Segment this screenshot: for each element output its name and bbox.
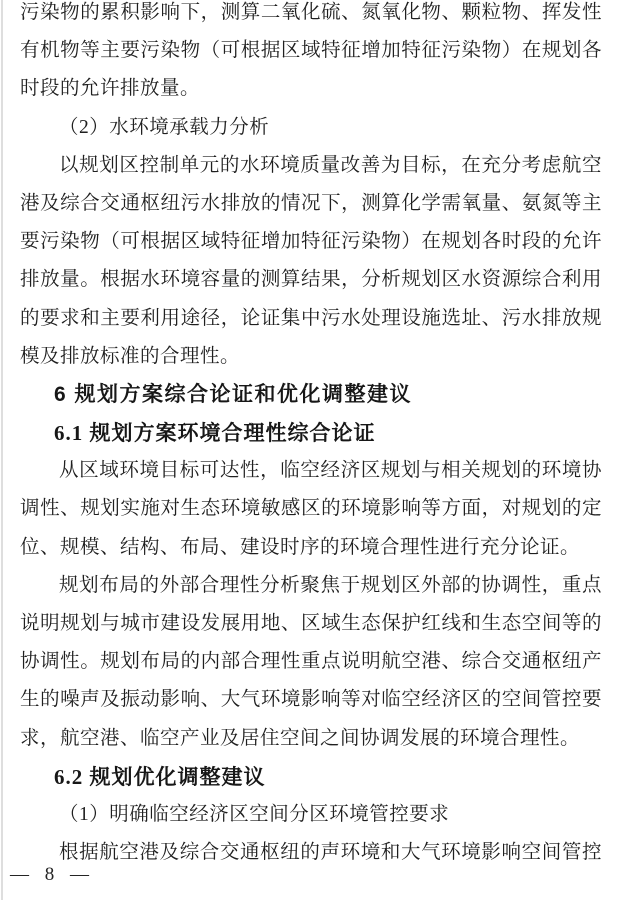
text-line: 调性、规划实施对生态环境敏感区的环境影响等方面，对规划的定	[20, 498, 602, 520]
section-6-1-heading	[20, 414, 602, 452]
para-spatial-control	[20, 834, 602, 872]
para-item-1-title	[20, 796, 602, 834]
text-line: 根据航空港及综合交通枢纽的声环境和大气环境影响空间管控	[59, 842, 602, 864]
text-line: 以规划区控制单元的水环境质量改善为目标，在充分考虑航空	[59, 154, 602, 176]
page-number: 8	[44, 864, 55, 885]
text-line: 要污染物（可根据区域特征增加特征污染物）在规划各时段的允许	[20, 231, 602, 253]
text-line: 有机物等主要污染物（可根据区域特征增加特征污染物）在规划各	[20, 40, 602, 62]
para-water-capacity-title	[20, 109, 602, 147]
text-line: 求，航空港、临空产业及居住空间之间协调发展的环境合理性。	[20, 727, 581, 749]
text-line: 从区域环境目标可达性，临空经济区规划与相关规划的环境协	[59, 460, 602, 482]
text-line: （1）明确临空经济区空间分区环境管控要求	[59, 803, 450, 825]
text-line: 的要求和主要利用途径，论证集中污水处理设施选址、污水排放规	[20, 307, 602, 329]
para-air-pollutant-allowance	[20, 0, 602, 109]
footer-dash-left: —	[10, 864, 29, 885]
text-line: （2）水环境承载力分析	[59, 116, 270, 138]
text-line: 说明规划与城市建设发展用地、区域生态保护红线和生态空间等的	[20, 613, 602, 634]
para-water-capacity-analysis	[20, 147, 602, 376]
text-line: 模及排放标准的合理性。	[20, 345, 241, 367]
text-line: 排放量。根据水环境容量的测算结果，分析规划区水资源综合利用	[20, 269, 602, 291]
para-comprehensive-demonstration	[20, 452, 602, 567]
page-footer	[8, 862, 91, 888]
scan-artifact-line	[1, 0, 3, 900]
text-line: 6.1 规划方案环境合理性综合论证	[54, 421, 376, 446]
footer-dash-right: —	[70, 864, 89, 885]
text-line: 位、规模、结构、布局、建设时序的环境合理性进行充分论证。	[20, 536, 581, 558]
text-line: 协调性。规划布局的内部合理性重点说明航空港、综合交通枢纽产	[20, 651, 602, 673]
section-6-2-heading	[20, 758, 602, 796]
text-line: 时段的允许排放量。	[20, 78, 201, 100]
text-line: 规划布局的外部合理性分析聚焦于规划区外部的协调性，重点	[59, 574, 602, 596]
para-layout-rationality	[20, 567, 602, 758]
text-line: 污染物的累积影响下，测算二氧化硫、氮氧化物、颗粒物、挥发性	[20, 2, 602, 23]
text-line: 港及综合交通枢纽污水排放的情况下，测算化学需氧量、氨氮等主	[20, 192, 602, 214]
text-line: 生的噪声及振动影响、大气环境影响等对临空经济区的空间管控要	[20, 689, 602, 711]
text-line: 6.2 规划优化调整建议	[54, 764, 266, 789]
text-line: 6 规划方案综合论证和优化调整建议	[54, 382, 413, 406]
document-content	[20, 0, 602, 872]
section-6-heading	[20, 376, 602, 414]
